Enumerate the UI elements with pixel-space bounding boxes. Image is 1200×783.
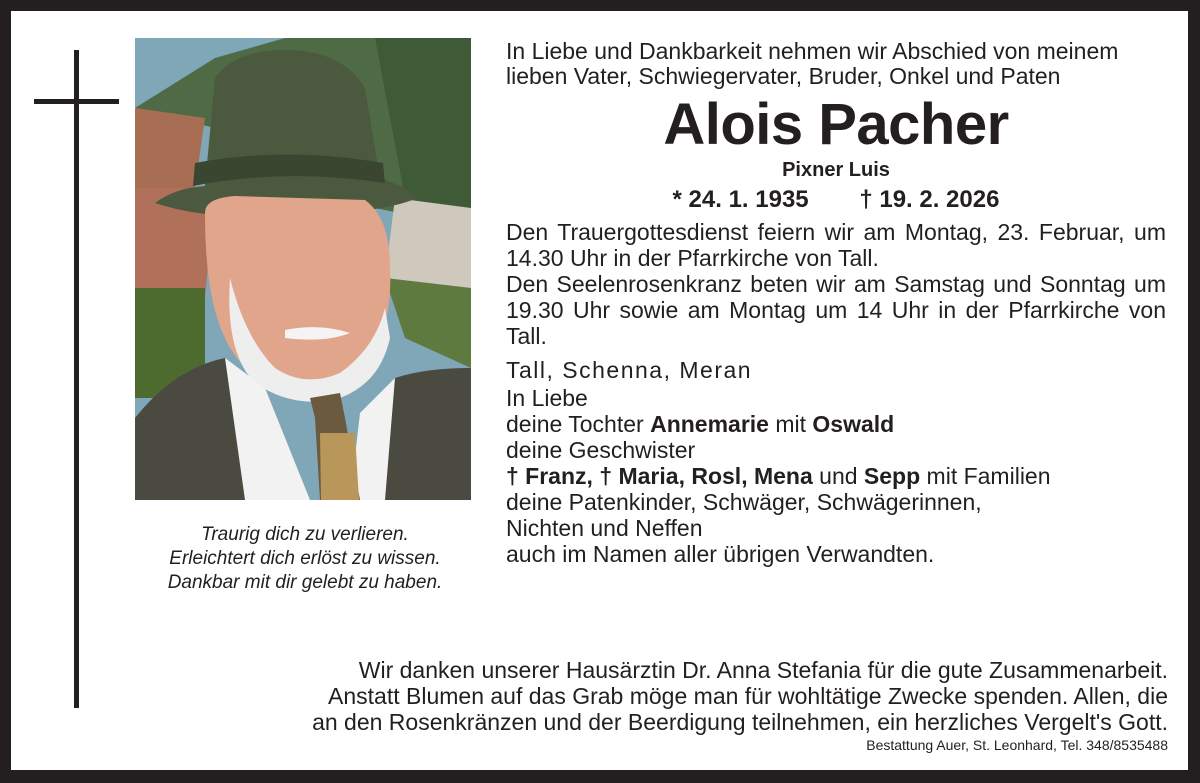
latin-cross-icon (74, 50, 79, 708)
death-date: † 19. 2. 2026 (859, 186, 1000, 213)
obituary-card (11, 11, 1188, 770)
mourner-name: Sepp (863, 463, 921, 489)
life-dates (506, 183, 1166, 217)
motto-line: Erleichtert dich erlöst zu wissen. (169, 548, 441, 569)
portrait-illustration (135, 38, 471, 500)
service-details (506, 219, 1166, 349)
motto-line: Dankbar mit dir gelebt zu haben. (167, 572, 443, 593)
mourner-nephews: Nichten und Neffen (506, 515, 703, 541)
rosary-text: Den Seelenrosenkranz beten wir am Samstag und Sonntag um 19.30 Uhr sowie am Montag um 14 Uhr in der Pfarrkirche von Tall. (506, 271, 1166, 349)
funeral-mass-text: Den Trauergottesdienst feiern wir am Montag, 23. Februar, um 14.30 Uhr in der Pfarrkirche von Tall. (506, 219, 1166, 271)
mourner-godchildren: deine Patenkinder, Schwäger, Schwägerinnen, (506, 489, 982, 515)
obituary-main-text (506, 39, 1166, 567)
mourners-list (506, 385, 1166, 567)
mourner-name: Oswald (812, 411, 895, 437)
thanks-text (11, 657, 1168, 735)
mourner-label: mit (768, 411, 813, 437)
motto-line: Traurig dich zu verlieren. (201, 524, 409, 545)
thanks-line: Anstatt Blumen auf das Grab möge man für wohltätige Zwecke spenden. Allen, die (328, 683, 1168, 709)
mourner-siblings (506, 463, 1166, 489)
mourners-opening: In Liebe (506, 385, 588, 411)
intro-text: In Liebe und Dankbarkeit nehmen wir Abschied von meinem lieben Vater, Schwiegervater, Bruder, Onkel und Paten (506, 38, 1119, 89)
siblings-label: deine Geschwister (506, 437, 696, 463)
thanks-line: Wir danken unserer Hausärztin Dr. Anna Stefania für die gute Zusammenarbeit. (358, 657, 1168, 683)
mourner-daughter (506, 411, 1166, 437)
birth-date: * 24. 1. 1935 (672, 186, 809, 213)
mourner-relatives: auch im Namen aller übrigen Verwandten. (506, 541, 935, 567)
mourner-label: mit Familien (920, 463, 1051, 489)
memorial-motto (129, 523, 481, 595)
mourner-label: deine Tochter (506, 411, 651, 437)
places: Tall, Schenna, Meran (506, 357, 753, 383)
latin-cross-icon-bar (34, 99, 119, 104)
deceased-nickname: Pixner Luis (782, 159, 890, 181)
funeral-home-contact: Bestattung Auer, St. Leonhard, Tel. 348/8535488 (866, 737, 1168, 753)
mourner-name: Annemarie (650, 411, 769, 437)
thanks-line: an den Rosenkränzen und der Beerdigung teilnehmen, ein herzliches Vergelt's Gott. (312, 709, 1168, 735)
portrait-photo (135, 38, 471, 500)
mourner-name: † Franz, † Maria, Rosl, Mena (506, 463, 813, 489)
mourner-label: und (812, 463, 864, 489)
deceased-name: Alois Pacher (663, 92, 1009, 157)
